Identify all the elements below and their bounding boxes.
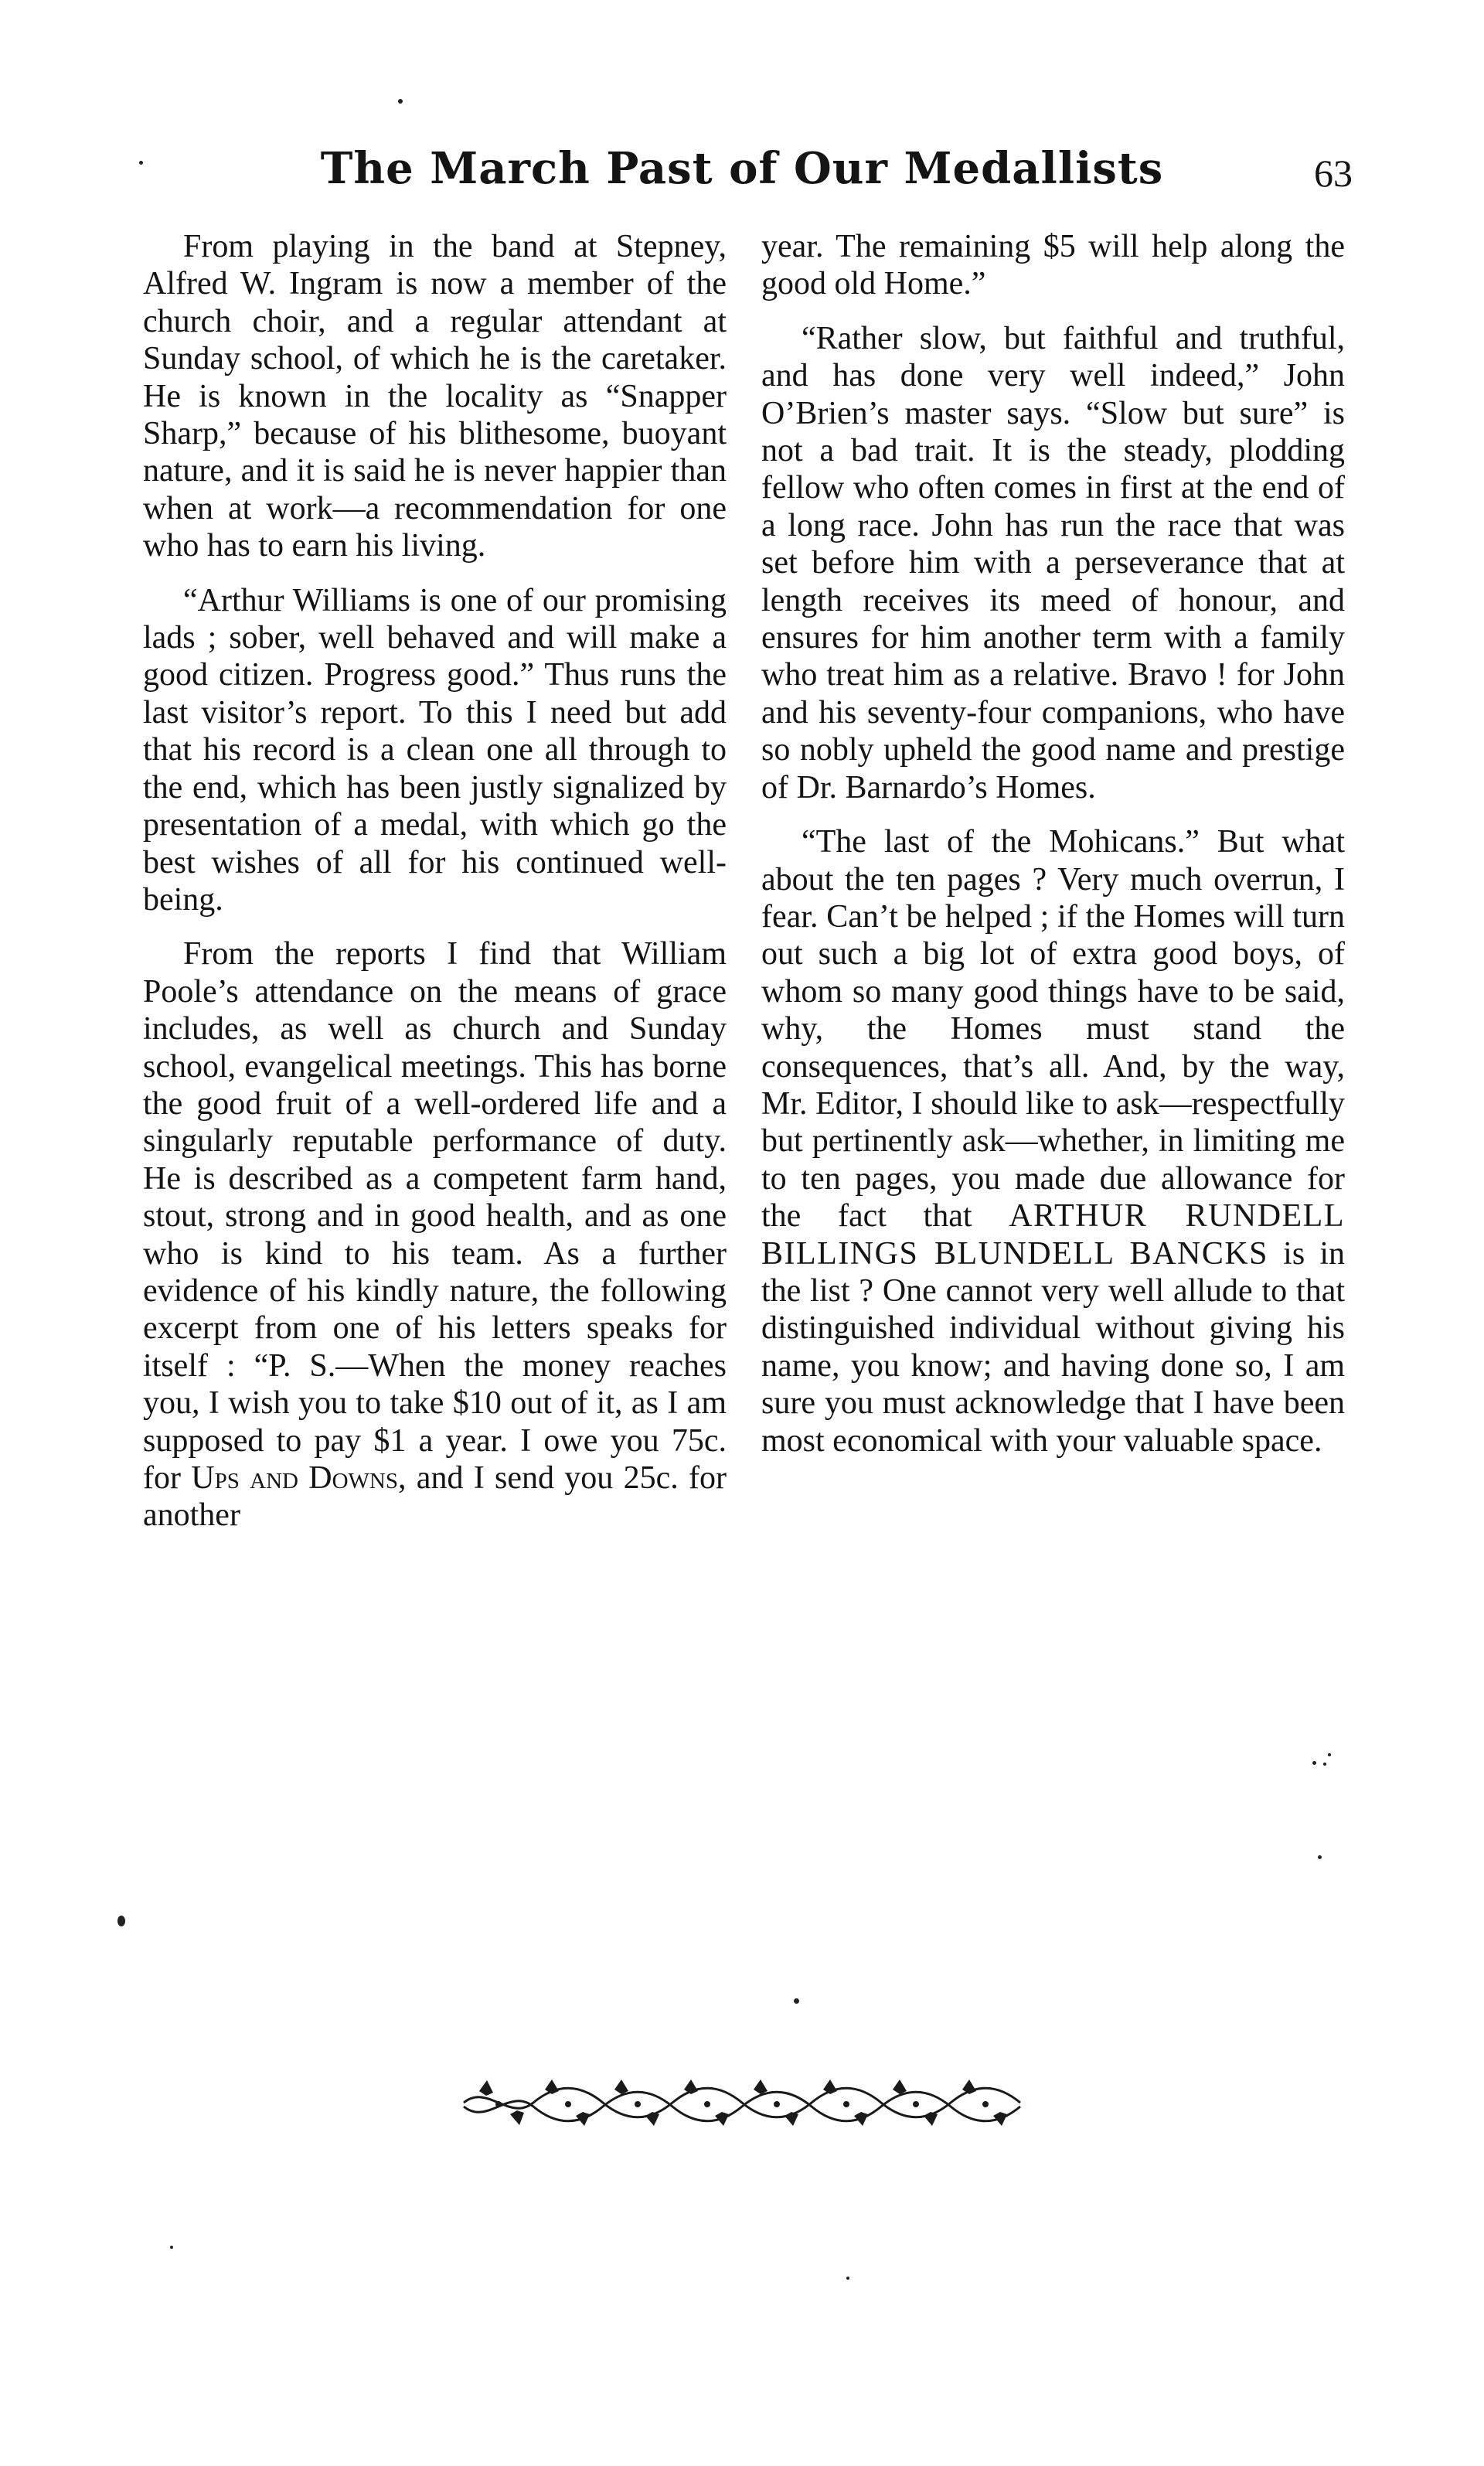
paragraph-mohicans-text: “The last of the Mohicans.” But what about the ten pages ? Very much overrun, I fear. Can’t be helped ; if the Homes will turn out such a big lot of extra good boys, of whom so many good things have to be said, why, the Homes must stand the consequences, that’s all. And, by the way, Mr. Editor, I should like to ask—respectfully but pertinently ask—whether, in limiting me to ten pages, you made due allowance for the fact that: [761, 824, 1345, 1235]
print-speck: [1328, 1753, 1331, 1756]
print-speck: [1323, 1763, 1326, 1766]
print-speck: [398, 99, 403, 104]
print-speck: [794, 1998, 799, 2004]
print-speck: [117, 1916, 125, 1926]
page-number: 63: [1314, 152, 1353, 195]
running-header: [0, 138, 1484, 199]
left-column: [143, 228, 727, 1534]
paragraph-obrien: “Rather slow, but faithful and truthful, and has done very well indeed,” John O’Brien’s master says. “Slow but sure” is not a bad trait. It is the steady, plodding fellow who often comes in first at the end of a long race. John has run the race that was set before him with a perseverance that at length receives its meed of honour, and ensures for him another term with a family who treat him as a relative. Bravo ! for John and his seventy-four companions, who have so nobly upheld the good name and prestige of Dr. Barnardo’s Homes.: [761, 320, 1345, 806]
running-title: The March Past of Our Medallists: [320, 143, 1164, 194]
paragraph-mohicans: [761, 823, 1345, 1460]
paragraph-poole-text: From the reports I find that William Poole’s attendance on the means of grace includes, as well as church and Sunday school, evangelical meetings. This has borne the good fruit of a well-ordered life and a singularly reputable performance of duty. He is described as a competent farm hand, stout, strong and in good health, and as one who is kind to his team. As a further evidence of his kindly nature, the following excerpt from one of his letters speaks for itself : “P. S.—When the money reaches you, I wish you to take $10 out of it, as I am supposed to pay $1 a year. I owe you 75c. for: [143, 936, 727, 1496]
paragraph-williams: “Arthur Williams is one of our promising lads ; sober, well behaved and will make a good citizen. Progress good.” Thus runs the last visitor’s report. To this I need but add that his record is a clean one all through to the end, which has been justly signalized by presentation of a medal, with which go the best wishes of all for his continued well-being.: [143, 582, 727, 918]
print-speck: [1318, 1855, 1322, 1859]
print-speck: [846, 2277, 849, 2280]
highlighted-name: ARTHUR RUNDELL BILLINGS BLUNDELL BANCKS: [761, 1198, 1345, 1272]
paragraph-mohicans-end: is in the list ? One cannot very well allude to that distinguished individual without giving his name, you know; and having done so, I am sure you must acknowledge that I have been most economical with your valuable space.: [761, 1235, 1346, 1459]
right-column: [761, 228, 1345, 1460]
print-speck: [1312, 1761, 1316, 1765]
paragraph-poole: [143, 935, 727, 1534]
paragraph-poole-end: , and I send you 25c. for another: [143, 1460, 727, 1534]
decorative-leaf-ornament: [456, 2076, 1028, 2130]
magazine-name: Ups and Downs: [191, 1460, 399, 1496]
paragraph-ingram: From playing in the band at Stepney, Alfred W. Ingram is now a member of the church choir, and a regular attendant at Sunday school, of which he is the caretaker. He is known in the locality as “Snapper Sharp,” because of his blithesome, buoyant nature, and it is said he is never happier than when at work—a recommendation for one who has to earn his living.: [143, 229, 727, 564]
print-speck: [139, 161, 143, 165]
paragraph-poole-continued: year. The remaining $5 will help along the good old Home.”: [761, 229, 1345, 302]
print-speck: [170, 2246, 173, 2249]
